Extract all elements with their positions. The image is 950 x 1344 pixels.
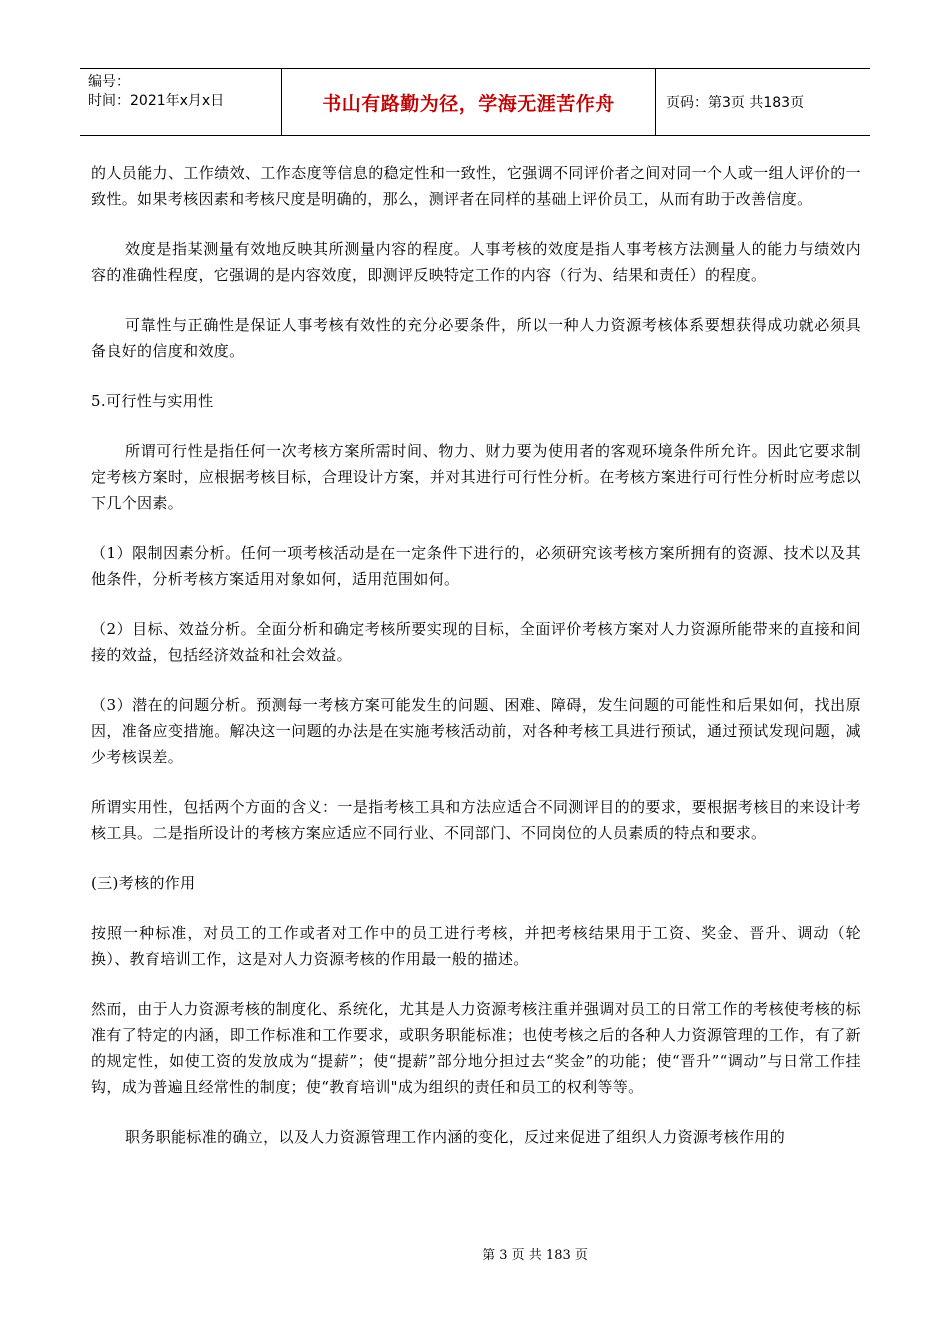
page-footer: 第 3 页 共 183 页 — [482, 1248, 588, 1263]
paragraph: 按照一种标准，对员工的工作或者对工作中的员工进行考核，并把考核结果用于工资、奖金、晋升、调动（轮换）、教育培训工作，这是对人力资源考核的作用最一般的描述。 — [91, 924, 861, 968]
page-header — [80, 68, 870, 136]
paragraph: 然而，由于人力资源考核的制度化、系统化，尤其是人力资源考核注重并强调对员工的日常工作的考核使考核的标准有了特定的内涵，即工作标准和工作要求，或职务职能标准；也使考核之后的各种人力资源管理的工作，有了新的规定性，如使工资的发放成为“提薪”；使“提薪”部分地分担过去“奖金”的功能；使“晋升”“调动”与日常工作挂钩，成为普遍且经常性的制度；使“教育培训"成为组织的责任和员工的权利等等。 — [91, 1000, 861, 1096]
header-page-info: 页码：第3页 共183页 — [666, 95, 805, 111]
section-heading: (三)考核的作用 — [91, 874, 196, 892]
paragraph: 效度是指某测量有效地反映其所测量内容的程度。人事考核的效度是指人事考核方法测量人的能力与绩效内容的准确性程度，它强调的是内容效度，即测评反映特定工作的内容（行为、结果和责任）的程度。 — [91, 240, 861, 284]
header-meta — [80, 69, 282, 135]
paragraph: 的人员能力、工作绩效、工作态度等信息的稳定性和一致性，它强调不同评价者之间对同一个人或一组人评价的一致性。如果考核因素和考核尺度是明确的，那么，测评者在同样的基础上评价员工，从而有助于改善信度。 — [91, 164, 861, 208]
document-number-label: 编号： — [88, 74, 130, 90]
section-heading: 5.可行性与实用性 — [91, 392, 214, 410]
document-body — [91, 160, 861, 1174]
document-time-label: 时间：2021年x月x日 — [88, 93, 225, 109]
paragraph: （3）潜在的问题分析。预测每一考核方案可能发生的问题、困难、障碍，发生问题的可能性和后果如何，找出原因，准备应变措施。解决这一问题的办法是在实施考核活动前，对各种考核工具进行预试，通过预试发现问题，减少考核误差。 — [91, 696, 861, 766]
header-motto: 书山有路勤为径，学海无涯苦作舟 — [282, 69, 656, 135]
paragraph: 可靠性与正确性是保证人事考核有效性的充分必要条件，所以一种人力资源考核体系要想获得成功就必须具备良好的信度和效度。 — [91, 316, 861, 360]
paragraph: 所谓实用性，包括两个方面的含义：一是指考核工具和方法应适合不同测评目的的要求，要根据考核目的来设计考核工具。二是指所设计的考核方案应适应不同行业、不同部门、不同岗位的人员素质的特点和要求。 — [91, 798, 861, 842]
paragraph: 所谓可行性是指任何一次考核方案所需时间、物力、财力要为使用者的客观环境条件所允许。因此它要求制定考核方案时，应根据考核目标，合理设计方案，并对其进行可行性分析。在考核方案进行可行性分析时应考虑以下几个因素。 — [91, 442, 861, 512]
paragraph: （2）目标、效益分析。全面分析和确定考核所要实现的目标，全面评价考核方案对人力资源所能带来的直接和间接的效益，包括经济效益和社会效益。 — [91, 620, 861, 664]
paragraph: 职务职能标准的确立，以及人力资源管理工作内涵的变化，反过来促进了组织人力资源考核作用的 — [125, 1128, 786, 1146]
paragraph: （1）限制因素分析。任何一项考核活动是在一定条件下进行的，必须研究该考核方案所拥有的资源、技术以及其他条件，分析考核方案适用对象如何，适用范围如何。 — [91, 544, 861, 588]
